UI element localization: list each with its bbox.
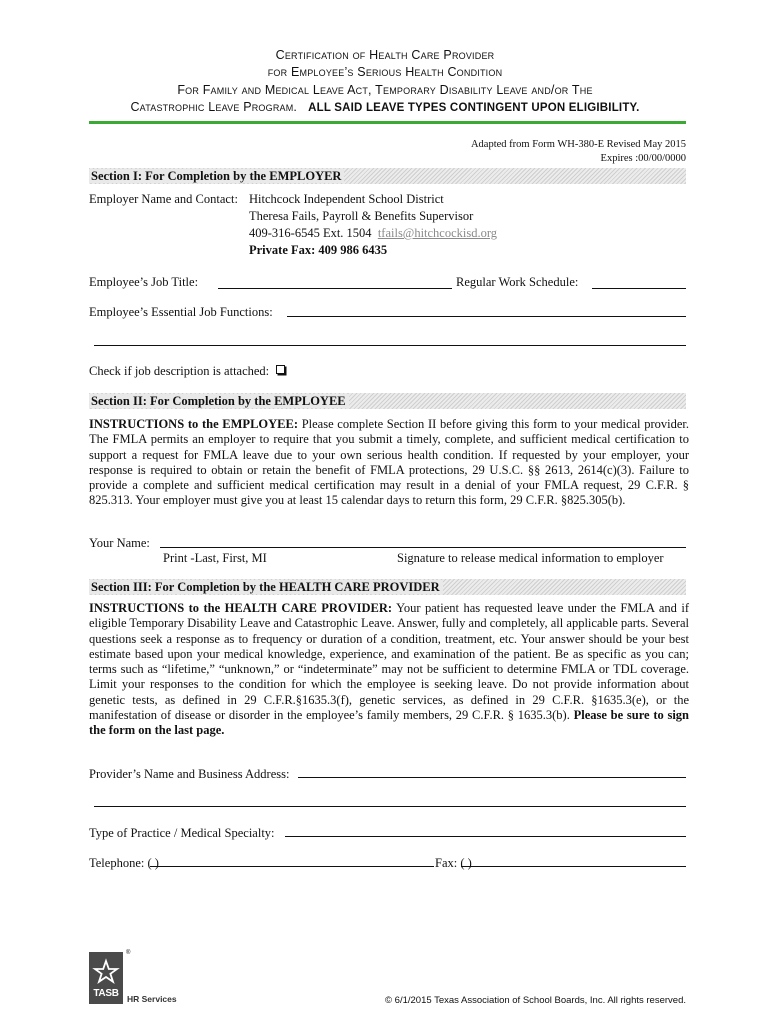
telephone-label: Telephone: ( ) [89,856,159,870]
adapted-note: Adapted from Form WH-380-E Revised May 2015 [470,139,686,150]
telephone-field[interactable] [150,866,434,867]
employer-contact: Theresa Fails, Payroll & Benefits Supervisor [249,209,474,223]
section1-heading: Section I: For Completion by the EMPLOYER [89,168,686,184]
section3-heading: Section III: For Completion by the HEALTH CARE PROVIDER [89,579,686,595]
your-name-label: Your Name: [89,536,150,550]
expires-note: Expires :00/00/0000 [600,153,686,164]
schedule-field[interactable] [592,288,686,289]
fax-label: Fax: ( ) [435,856,472,870]
your-name-field[interactable] [160,547,686,548]
employer-fax: Private Fax: 409 986 6435 [249,243,388,257]
form-title-line1: Certification of Health Care Provider [275,48,495,62]
form-title-line2: for Employee’s Serious Health Condition [267,65,503,79]
section2-heading: Section II: For Completion by the EMPLOYEE [89,393,686,409]
functions-field[interactable] [287,316,686,317]
employer-email-link[interactable]: tfails@hitchcockisd.org [377,226,498,240]
employer-phone-line [249,225,497,241]
employee-instructions [89,417,689,509]
employee-instructions-text: Please complete Section II before giving this form to your medical provider. The FMLA permits an employer to require that you submit a timely, complete, and sufficient medical certification to support a request for FMLA leave due to your own serious health condition. If requested by your employer, your response is required to obtain or retain the benefit of FMLA protections, 29 U.S.C. §§ 2613, 2614(c)(3). Failure to provide a complete and sufficient medical certification may result in a denial of your FMLA request, 29 C.F.R. § 825.313. Your employer must give you at least 15 calendar days to return this form, 29 C.F.R. §825.305(b). [89,417,689,508]
check-label: Check if job description is attached: [89,364,270,378]
employee-instructions-title: INSTRUCTIONS to the EMPLOYEE: [89,417,298,431]
functions-label: Employee’s Essential Job Functions: [89,305,273,319]
job-description-checkbox[interactable] [276,365,285,374]
provider-address-field-line2[interactable] [94,806,686,807]
form-title-line3: For Family and Medical Leave Act, Temporary Disability Leave and/or The [177,83,593,97]
provider-instructions-title: INSTRUCTIONS to the HEALTH CARE PROVIDER: [89,601,393,615]
schedule-label: Regular Work Schedule: [456,275,579,289]
provider-address-label: Provider’s Name and Business Address: [89,767,290,781]
provider-instructions-text: Your patient has requested leave under the FMLA and if eligible Temporary Disability Leave and Catastrophic Leave. Answer, fully and completely, all applicable parts. Several questions seek a response as to frequency or duration of a condition, treatment, etc. Your answer should be your best estimate based upon your medical knowledge, experience, and examination of the patient. Be as specific as you can; terms such as “lifetime,” “unknown,” or “indeterminate” may not be sufficient to determine FMLA or TDL coverage. Limit your responses to the condition for which the employee is seeking leave. Do not provide information about genetic tests, as defined in 29 C.F.R.§1635.3(f), genetic services, as defined in 29 C.F.R. §1635.3(e), or the manifestation of disease or disorder in the employee’s family members, 29 C.F.R. § 1635.3(b). [89,601,689,723]
check-row [89,363,285,379]
provider-address-field[interactable] [298,777,686,778]
fax-field[interactable] [461,866,686,867]
signature-caption: Signature to release medical information to employer [397,551,664,565]
job-title-field[interactable] [218,288,452,289]
employer-label: Employer Name and Contact: [89,192,238,206]
registered-mark-icon: ® [126,950,131,956]
title-divider [89,121,686,124]
employer-phone: 409-316-6545 Ext. 1504 [249,226,372,240]
employer-name: Hitchcock Independent School District [249,192,444,206]
practice-label: Type of Practice / Medical Specialty: [89,826,275,840]
tasb-logo [89,952,123,1004]
functions-field-line2[interactable] [94,345,686,346]
job-title-label: Employee’s Job Title: [89,275,199,289]
form-title-line4 [0,100,770,114]
form-title-line4b: ALL SAID LEAVE TYPES CONTINGENT UPON ELIGIBILITY. [308,102,640,114]
form-title-line4a: Catastrophic Leave Program. [130,100,298,114]
provider-instructions-sign-note: Please be sure to sign the form on the last page. [89,708,690,738]
tasb-logo-text: TASB [93,988,119,999]
practice-field[interactable] [285,836,686,837]
copyright-notice: © 6/1/2015 Texas Association of School Boards, Inc. All rights reserved. [385,995,686,1006]
print-name-caption: Print -Last, First, MI [163,551,267,565]
hr-services-label: HR Services [127,994,177,1004]
provider-instructions [89,601,689,739]
